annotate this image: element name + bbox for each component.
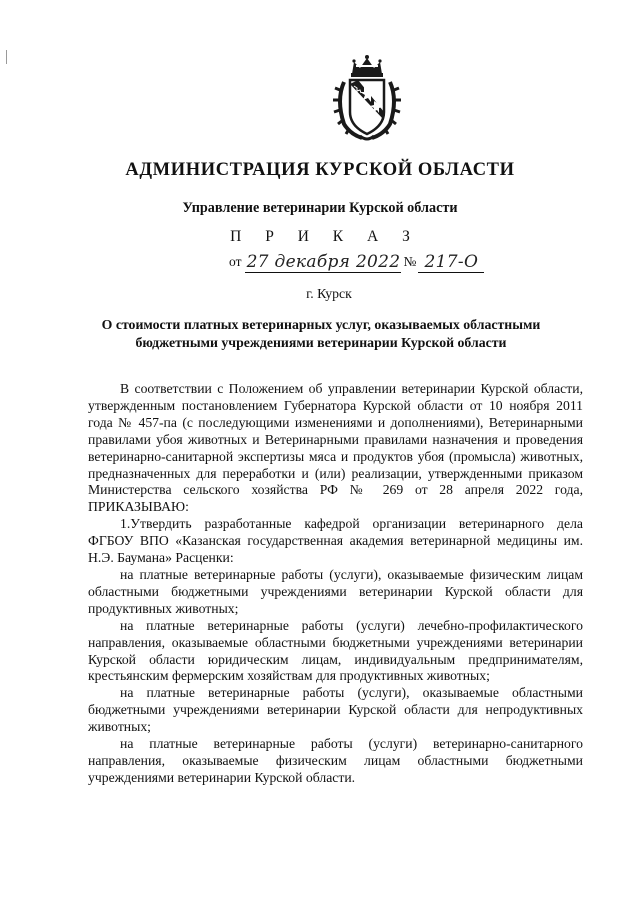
city: г. Курск [306,286,352,301]
coat-of-arms-icon [330,54,404,144]
document-subject: О стоимости платных ветеринарных услуг, оказываемых областными бюджетными учреждениями ветеринарии Курской области [101,317,541,350]
date-label: от [229,254,242,269]
scan-edge-mark [6,50,7,64]
document-type: П Р И К А З [230,228,420,245]
body-paragraph-item-1: 1.Утвердить разработанные кафедрой организации ветеринарного дела ФГБОУ ВПО «Казанская государственная академия ветеринарной медицины им. Н.Э. Баумана» Расценки: [88,516,583,566]
body-paragraph-rates-physical: на платные ветеринарные работы (услуги), оказываемые физическим лицам областными бюджетными учреждениями ветеринарии Курской области для продуктивных животных; [88,566,583,616]
document-body [88,381,583,787]
organization-title: АДМИНИСТРАЦИЯ КУРСКОЙ ОБЛАСТИ [125,160,515,180]
body-paragraph-rates-nonproductive: на платные ветеринарные работы (услуги), оказываемые областными бюджетными учреждениями ветеринарии Курской области для непродуктивных животных; [88,685,583,735]
body-paragraph-preamble: В соответствии с Положением об управлении ветеринарии Курской области, утвержденным постановлением Губернатора Курской области от 10 ноября 2011 года № 457-па (с последующими изменениями и дополнениями), Ветеринарными правилами убоя животных и Ветеринарными правилами назначения и проведения ветеринарно-санитарной экспертизы мяса и продуктов убоя (промысла) животных, предназначенных для переработки и (или) реализации, утвержденными приказом Министерства сельского хозяйства РФ № 269 от 28 апреля 2022 года, ПРИКАЗЫВАЮ: [88,381,583,515]
body-paragraph-rates-sanitary: на платные ветеринарные работы (услуги) ветеринарно-санитарного направления, оказываемые физическим лицам областными бюджетными учреждениями ветеринарии Курской области. [88,736,583,785]
handwritten-date: 27 декабря 2022 [246,252,401,272]
number-label: № [403,254,417,269]
department-title: Управление ветеринарии Курской области [182,200,458,216]
body-paragraph-rates-legal: на платные ветеринарные работы (услуги) лечебно-профилактического направления, оказываемые областными бюджетными учреждениями ветеринарии Курской области юридическим лицам, индивидуальным предпринимателям, крестьянским фермерским хозяйствам для продуктивных животных; [88,617,583,684]
order-date-number-line [229,252,484,280]
handwritten-number: 217-О [418,252,484,273]
